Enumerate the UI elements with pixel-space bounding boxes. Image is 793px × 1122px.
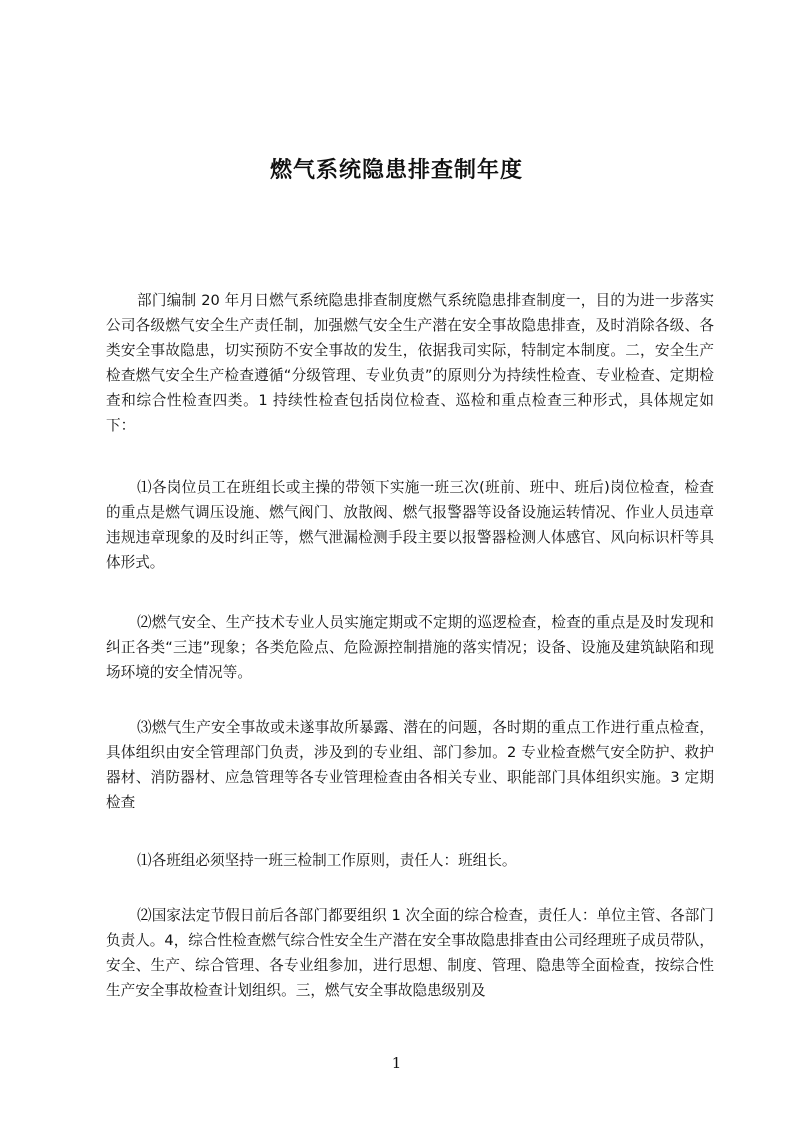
body-paragraph: ⑵国家法定节假日前后各部门都要组织 1 次全面的综合检查，责任人：单位主管、各部门负责人。4，综合性检查燃气综合性安全生产潜在安全事故隐患排查由公司经理班子成员带队，安全、生产、综合管理、各专业组参加，进行思想、制度、管理、隐患等全面检查，按综合性生产安全事故检查计划组织。三，燃气安全事故隐患级别及 xyxy=(106,907,714,999)
body-paragraph: ⑴各岗位员工在班组长或主操的带领下实施一班三次(班前、班中、班后)岗位检查，检查的重点是燃气调压设施、燃气阀门、放散阀、燃气报警器等设备设施运转情况、作业人员违章违规违章现象的及时纠正等，燃气泄漏检测手段主要以报警器检测人体感官、风向标识杆等具体形式。 xyxy=(106,479,714,571)
body-paragraph: ⑴各班组必须坚持一班三检制工作原则，责任人：班组长。 xyxy=(137,852,517,869)
page-number: 1 xyxy=(391,1054,402,1072)
body-paragraph: ⑵燃气安全、生产技术专业人员实施定期或不定期的巡逻检查，检查的重点是及时发现和纠正各类“三违”现象；各类危险点、危险源控制措施的落实情况；设备、设施及建筑缺陷和现场环境的安全情况等。 xyxy=(106,614,714,681)
page-title: 燃气系统隐患排查制年度 xyxy=(269,157,523,183)
body-paragraph: 部门编制 20 年月日燃气系统隐患排查制度燃气系统隐患排查制度一，目的为进一步落实公司各级燃气安全生产责任制，加强燃气安全生产潜在安全事故隐患排查，及时消除各级、各类安全事故隐患，切实预防不安全事故的发生，依据我司实际，特制定本制度。二，安全生产检查燃气安全生产检查遵循“分级管理、专业负责”的原则分为持续性检查、专业检查、定期检查和综合性检查四类。1 持续性检查包括岗位检查、巡检和重点检查三种形式，具体规定如下： xyxy=(106,292,714,434)
body-paragraph: ⑶燃气生产安全事故或未遂事故所暴露、潜在的问题，各时期的重点工作进行重点检查，具体组织由安全管理部门负责，涉及到的专业组、部门参加。2 专业检查燃气安全防护、救护器材、消防器材、应急管理等各专业管理检查由各相关专业、职能部门具体组织实施。3 定期检查 xyxy=(106,719,714,811)
